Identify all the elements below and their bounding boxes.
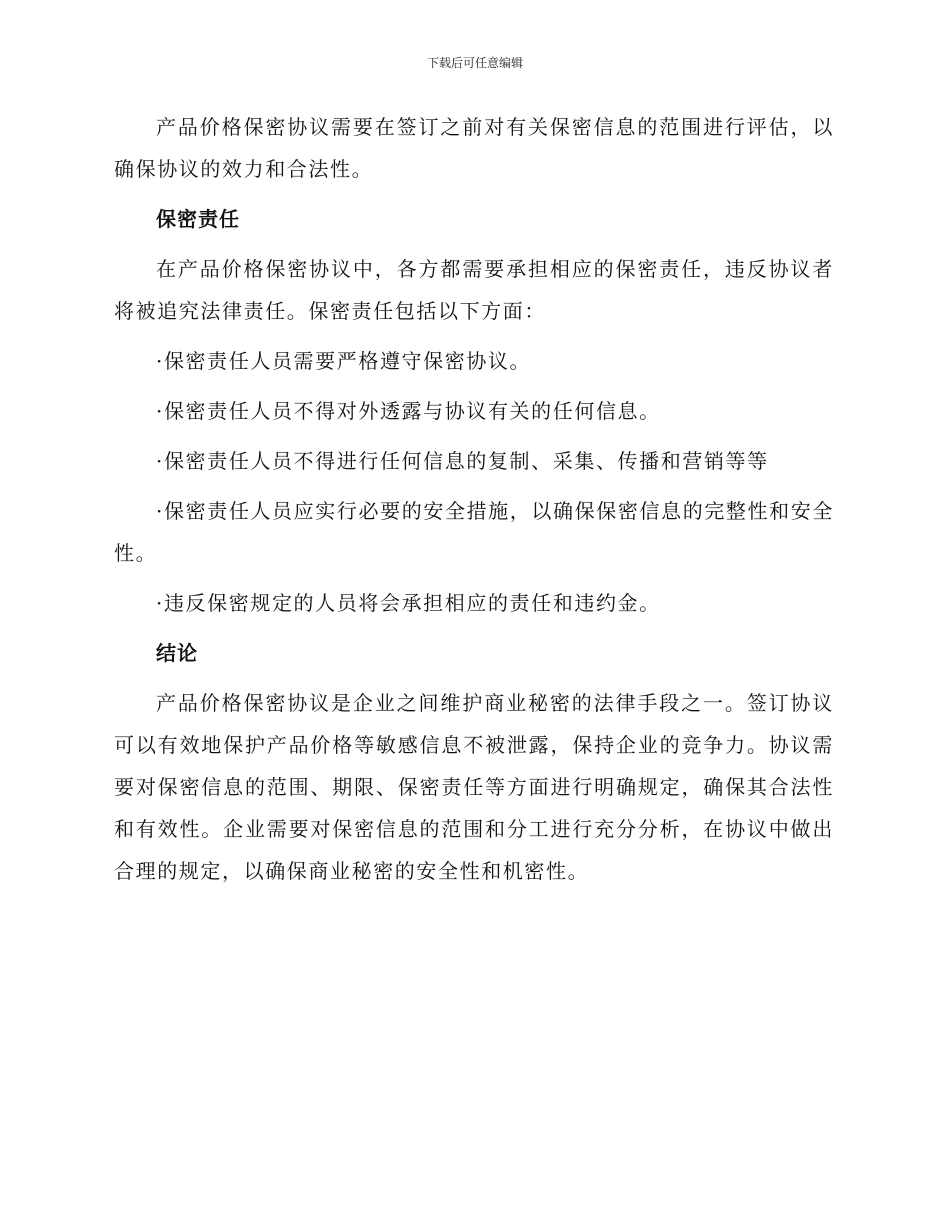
spacer [114,190,834,198]
responsibility-paragraph: 在产品价格保密协议中，各方都需要承担相应的保密责任，违反协议者将被追究法律责任。保密责任包括以下方面： [114,257,834,323]
list-item: ·保密责任人员应实行必要的安全措施，以确保保密信息的完整性和安全性。 [114,499,834,565]
document-body [114,106,834,892]
list-item: ·保密责任人员不得对外透露与协议有关的任何信息。 [156,399,661,423]
intro-paragraph: 产品价格保密协议需要在签订之前对有关保密信息的范围进行评估，以确保协议的效力和合法性。 [114,115,834,181]
spacer [114,574,834,582]
list-item: ·违反保密规定的人员将会承担相应的责任和违约金。 [156,591,661,615]
section-heading-responsibility: 保密责任 [156,207,240,231]
spacer [114,432,834,440]
list-item: ·保密责任人员不得进行任何信息的复制、采集、传播和营销等等 [156,449,769,473]
spacer [114,624,834,632]
conclusion-paragraph: 产品价格保密协议是企业之间维护商业秘密的法律手段之一。签订协议可以有效地保护产品价格等敏感信息不被泄露，保持企业的竞争力。协议需要对保密信息的范围、期限、保密责任等方面进行明确规定，确保其合法性和有效性。企业需要对保密信息的范围和分工进行充分分析，在协议中做出合理的规定，以确保商业秘密的安全性和机密性。 [114,691,834,883]
section-heading-conclusion: 结论 [156,641,198,665]
list-item: ·保密责任人员需要严格遵守保密协议。 [156,349,532,373]
spacer [114,382,834,390]
spacer [114,332,834,340]
header-note: 下载后可任意编辑 [426,56,523,70]
spacer [114,240,834,248]
spacer [114,674,834,682]
spacer [114,482,834,490]
